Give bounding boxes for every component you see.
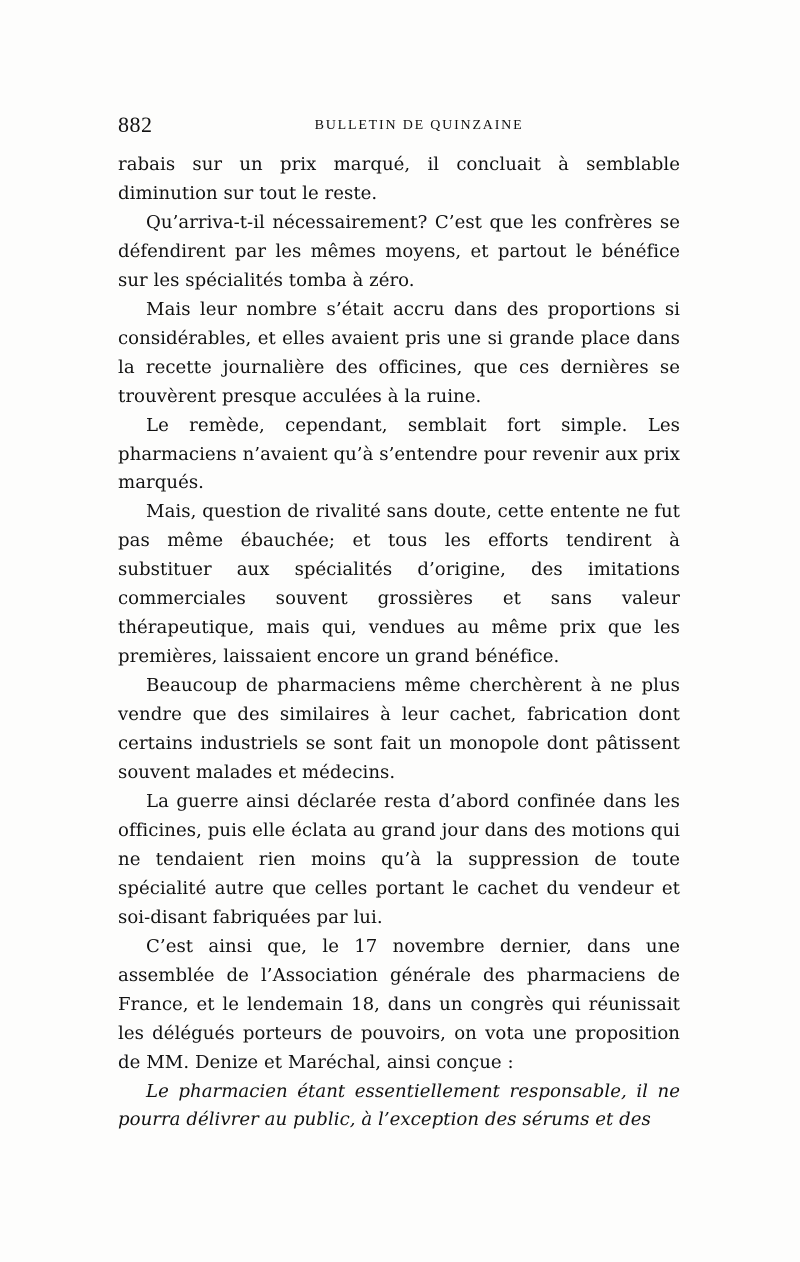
paragraph: Qu’arriva-t-il nécessairement? C’est que les confrères se défendirent par les mêmes moyens, et partout le bénéfice sur les spécialités tomba à zéro. <box>118 211 680 291</box>
paragraph: C’est ainsi que, le 17 novembre dernier, dans une assemblée de l’Association générale des pharmaciens de France, et le lendemain 18, dans un congrès qui réunissait les délégués porteurs de pouvoirs, on vota une proposition de MM. Denize et Maréchal, ainsi conçue : <box>118 935 680 1073</box>
paragraph: rabais sur un prix marqué, il concluait à semblable diminution sur tout le reste. <box>118 154 680 204</box>
paragraph: Mais, question de rivalité sans doute, cette entente ne fut pas même ébauchée; et tous les efforts tendirent à substituer aux spécialités d’origine, des imitations commerciales souvent grossières et sans valeur thérapeutique, mais qui, vendues au même prix que les premières, laissaient encore un grand bénéfice. <box>118 501 680 668</box>
body-text <box>118 151 680 1135</box>
paragraph: La guerre ainsi déclarée resta d’abord confinée dans les officines, puis elle éclata au grand jour dans des motions qui ne tendaient rien moins qu’à la suppression de toute spécialité autre que celles portant le cachet du vendeur et soi-disant fabriquées par lui. <box>118 790 680 928</box>
running-title: BULLETIN DE QUINZAINE <box>314 118 524 133</box>
paragraph: Beaucoup de pharmaciens même cherchèrent à ne plus vendre que des similaires à leur cachet, fabrication dont certains industriels se sont fait un monopole dont pâtissent souvent malades et médecins. <box>118 675 680 784</box>
paragraph: Le remède, cependant, semblait fort simple. Les pharmaciens n’avaient qu’à s’entendre pour revenir aux prix marqués. <box>118 414 680 494</box>
quoted-proposition: Le pharmacien étant essentiellement responsable, il ne pourra délivrer au public, à l’exception des sérums et des <box>118 1080 680 1131</box>
page-number: 882 <box>118 112 153 137</box>
paragraph: Mais leur nombre s’était accru dans des proportions si considérables, et elles avaient pris une si grande place dans la recette journalière des officines, que ces dernières se trouvèrent presque acculées à la ruine. <box>118 298 680 407</box>
page-header <box>118 112 680 142</box>
